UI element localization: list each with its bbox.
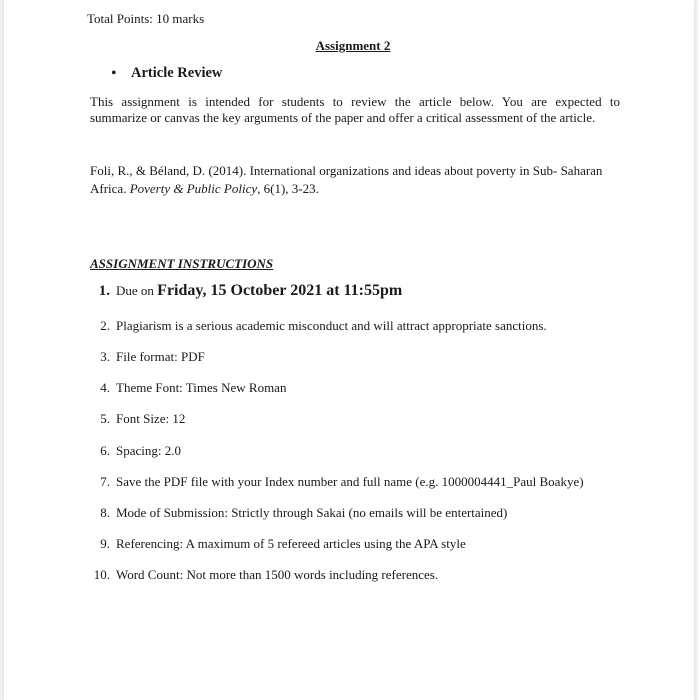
instruction-item: [90, 505, 507, 521]
bullet-icon: •: [111, 65, 117, 82]
instruction-item: [90, 349, 205, 365]
instruction-item: [90, 318, 547, 334]
item-text: File format: PDF: [116, 349, 205, 364]
due-date: Friday, 15 October 2021 at 11:55pm: [157, 282, 403, 299]
item-text: Mode of Submission: Strictly through Sakai (no emails will be entertained): [116, 505, 508, 520]
reference-line: Foli, R., & Béland, D. (2014). International organizations and ideas about poverty in Sub- Saharan: [90, 163, 603, 178]
item-number: 5.: [100, 411, 110, 426]
item-text: Plagiarism is a serious academic misconduct and will attract appropriate sanctions.: [116, 318, 547, 333]
instructions-heading: ASSIGNMENT INSTRUCTIONS: [90, 256, 274, 271]
reference-suffix: , 6(1), 3-23.: [257, 181, 319, 196]
instruction-item: [90, 536, 466, 552]
item-text: Referencing: A maximum of 5 refereed articles using the APA style: [116, 536, 466, 551]
item-number: 7.: [100, 474, 110, 489]
instruction-item: [90, 567, 438, 583]
item-number: 8.: [100, 505, 110, 520]
item-text: Spacing: 2.0: [116, 443, 181, 458]
item-number: 3.: [100, 349, 110, 364]
instruction-item-due-date: [90, 282, 402, 300]
article-review-paragraph: [90, 94, 620, 126]
document-page: [4, 0, 694, 700]
assignment-title: Assignment 2: [315, 38, 391, 53]
instruction-item: [90, 443, 181, 459]
journal-name: Poverty & Public Policy: [129, 181, 258, 196]
item-text: Save the PDF file with your Index number and full name (e.g. 1000004441_Paul Boakye): [116, 474, 584, 489]
item-text: Word Count: Not more than 1500 words including references.: [116, 567, 439, 582]
instruction-item: [90, 474, 584, 490]
item-number: 6.: [100, 443, 110, 458]
item-number: 4.: [100, 380, 110, 395]
item-number: 2.: [100, 318, 110, 333]
item-text: Font Size: 12: [116, 411, 186, 426]
item-number: 9.: [100, 536, 110, 551]
article-review-heading: Article Review: [131, 65, 223, 81]
reference-line: [90, 180, 630, 198]
instruction-item: [90, 380, 286, 396]
item-number: 10.: [93, 567, 110, 582]
article-reference: [90, 162, 630, 198]
total-points: Total Points: 10 marks: [87, 11, 205, 26]
item-text: Theme Font: Times New Roman: [116, 380, 287, 395]
due-prefix: Due on: [116, 283, 158, 298]
paragraph-line: This assignment is intended for students to review the article below. You are expected to: [90, 94, 620, 109]
instruction-item: [90, 411, 185, 427]
paragraph-line: summarize or canvas the key arguments of the paper and offer a critical assessment of the article.: [90, 110, 596, 125]
reference-prefix: Africa.: [90, 181, 130, 196]
item-number: 1.: [98, 283, 110, 299]
